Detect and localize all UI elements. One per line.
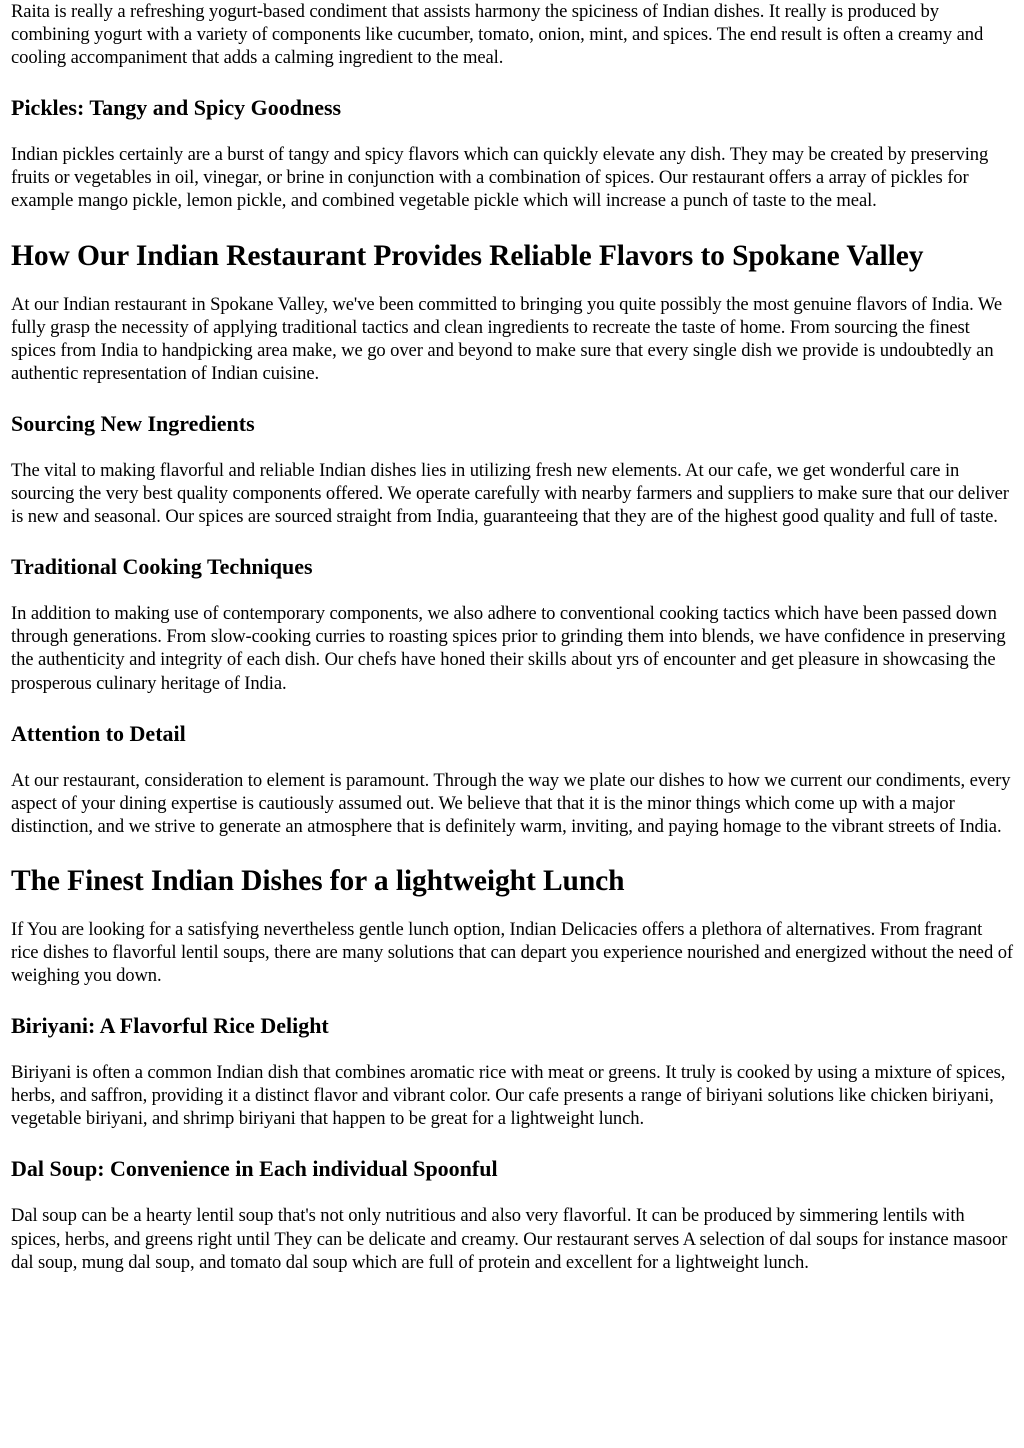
detail-paragraph: At our restaurant, consideration to element is paramount. Through the way we plate our dishes to how we current our condiments, every aspect of your dining expertise is cautiously assumed out. We believe that that it is the minor things which come up with a major distinction, and we strive to generate an atmosphere that is definitely warm, inviting, and paying homage to the vibrant streets of India. bbox=[11, 769, 1011, 837]
pickles-heading: Pickles: Tangy and Spicy Goodness bbox=[11, 95, 342, 121]
dal-soup-paragraph: Dal soup can be a hearty lentil soup that's not only nutritious and also very flavorful. It can be produced by simmering lentils with spices, herbs, and greens right until They can be delicate and creamy. Our restaurant serves A selection of dal soups for instance masoor dal soup, mung dal soup, and tomato dal soup which are full of protein and excellent for a lightweight lunch. bbox=[11, 1205, 1008, 1273]
lunch-paragraph: If You are looking for a satisfying nevertheless gentle lunch option, Indian Delicacies offers a plethora of alternatives. From fragrant rice dishes to flavorful lentil soups, there are many solutions that can depart you experience nourished and energized without the need of weighing you down. bbox=[11, 918, 1013, 987]
lunch-heading: The Finest Indian Dishes for a lightweight Lunch bbox=[11, 864, 625, 897]
dal-soup-heading: Dal Soup: Convenience in Each individual Spoonful bbox=[11, 1156, 498, 1182]
reliable-flavors-heading: How Our Indian Restaurant Provides Reliable Flavors to Spokane Valley bbox=[11, 239, 924, 272]
pickles-paragraph: Indian pickles certainly are a burst of tangy and spicy flavors which can quickly elevate any dish. They may be created by preserving fruits or vegetables in oil, vinegar, or brine in conjunction with a combination of spices. Our restaurant offers a array of pickles for example mango pickle, lemon pickle, and combined vegetable pickle which will increase a punch of taste to the meal. bbox=[11, 144, 989, 212]
biriyani-paragraph: Biriyani is often a common Indian dish that combines aromatic rice with meat or greens. It truly is cooked by using a mixture of spices, herbs, and saffron, providing it a distinct flavor and vibrant color. Our cafe presents a range of biriyani solutions like chicken biriyani, vegetable biriyani, and shrimp biriyani that happen to be great for a lightweight lunch. bbox=[11, 1062, 1006, 1130]
techniques-paragraph: In addition to making use of contemporary components, we also adhere to conventional cooking tactics which have been passed down through generations. From slow-cooking curries to roasting spices prior to grinding them into blends, we have confidence in preserving the authenticity and integrity of each dish. Our chefs have honed their skills about yrs of encounter and get pleasure in showcasing the prosperous culinary heritage of India. bbox=[11, 603, 1006, 694]
biriyani-heading: Biriyani: A Flavorful Rice Delight bbox=[11, 1013, 329, 1039]
raita-paragraph: Raita is really a refreshing yogurt-based condiment that assists harmony the spiciness of Indian dishes. It really is produced by combining yogurt with a variety of components like cucumber, tomato, onion, mint, and spices. The end result is often a creamy and cooling accompaniment that adds a calming ingredient to the meal. bbox=[11, 1, 984, 69]
sourcing-paragraph: The vital to making flavorful and reliable Indian dishes lies in utilizing fresh new elements. At our cafe, we get wonderful care in sourcing the very best quality components offered. We operate carefully with nearby farmers and suppliers to make sure that our deliver is new and seasonal. Our spices are sourced straight from India, guaranteeing that they are of the highest good quality and full of taste. bbox=[11, 459, 1009, 528]
detail-heading: Attention to Detail bbox=[11, 720, 186, 746]
techniques-heading: Traditional Cooking Techniques bbox=[11, 554, 313, 580]
sourcing-heading: Sourcing New Ingredients bbox=[11, 410, 255, 436]
reliable-flavors-paragraph: At our Indian restaurant in Spokane Valley, we've been committed to bringing you quite possibly the most genuine flavors of India. We fully grasp the necessity of applying traditional tactics and clean ingredients to recreate the taste of home. From sourcing the finest spices from India to handpicking area make, we go over and beyond to make sure that every single dish we provide is undoubtedly an authentic representation of Indian cuisine. bbox=[11, 293, 1003, 384]
